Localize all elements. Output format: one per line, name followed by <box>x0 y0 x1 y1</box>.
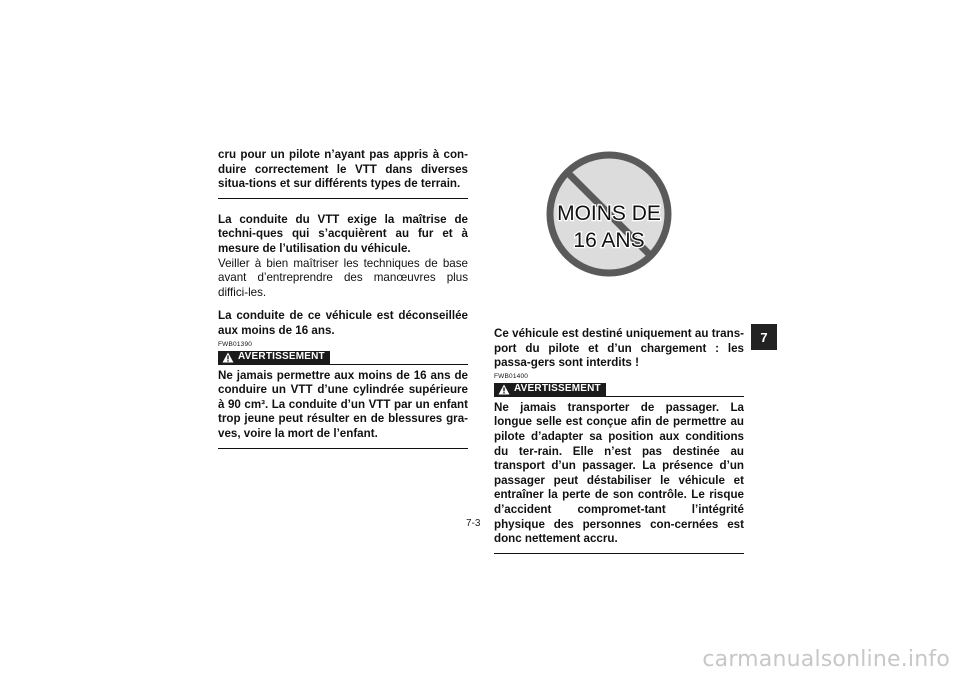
page-number: 7-3 <box>466 518 481 529</box>
warning-label: AVERTISSEMENT <box>238 351 325 363</box>
warning-header <box>494 382 744 397</box>
left-paragraph-3: La conduite de ce véhicule est déconseillée aux moins de 16 ans. <box>218 309 468 337</box>
chapter-tab: 7 <box>751 324 777 350</box>
sign-text-line1: MOINS DE <box>557 202 661 225</box>
prohibition-sign <box>546 151 672 277</box>
warning-text: Ne jamais transporter de passager. La longue selle est conçue afin de permettre au pilote d’adapter sa position aux conditions du ter-rain. Elle n’est pas destinée au transport d’un passager. La présence d’un passager peut déstabiliser le véhicule et entraîner la perte de son contrôle. Le risque d’accident compromet-tant l’intégrité physique des personnes con-cernées est donc nettement accru. <box>494 400 744 546</box>
warning-triangle-icon <box>498 384 510 395</box>
right-column <box>494 327 744 554</box>
left-column <box>218 148 468 449</box>
warning-badge <box>494 383 606 397</box>
warning-text: Ne jamais permettre aux moins de 16 ans de conduire un VTT d’une cylindrée supérieure à 90 cm³. La conduite d’un VTT par un enfant trop jeune peut résulter en de blessures gra-ves, voire la mort de l’enfant. <box>218 368 468 440</box>
right-paragraph-1: Ce véhicule est destiné uniquement au trans-port du pilote et d’un chargement : les passa-gers sont interdits ! <box>494 327 744 370</box>
left-paragraph-1: cru pour un pilote n’ayant pas appris à con-duire correctement le VTT dans diverses situa-tions et sur différents types de terrain. <box>218 148 468 191</box>
sign-text-line2: 16 ANS <box>573 229 645 252</box>
warning-triangle-icon <box>222 352 234 363</box>
warning-code: FWB01390 <box>218 340 253 348</box>
left-paragraph-2-bold: La conduite du VTT exige la maîtrise de techni-ques qui s’acquièrent au fur et à mesure de l’utilisation du véhicule. <box>218 212 468 255</box>
warning-code: FWB01400 <box>494 372 529 380</box>
warning-badge <box>218 351 330 365</box>
left-paragraph-2-normal: Veiller à bien maîtriser les techniques de base avant d’entreprendre des manœuvres plus diffici-les. <box>218 256 468 299</box>
warning-end-divider <box>218 448 468 449</box>
warning-end-divider <box>494 553 744 554</box>
watermark-text: carmanualsonline.info <box>702 647 950 672</box>
warning-header <box>218 350 468 365</box>
warning-label: AVERTISSEMENT <box>514 383 601 395</box>
